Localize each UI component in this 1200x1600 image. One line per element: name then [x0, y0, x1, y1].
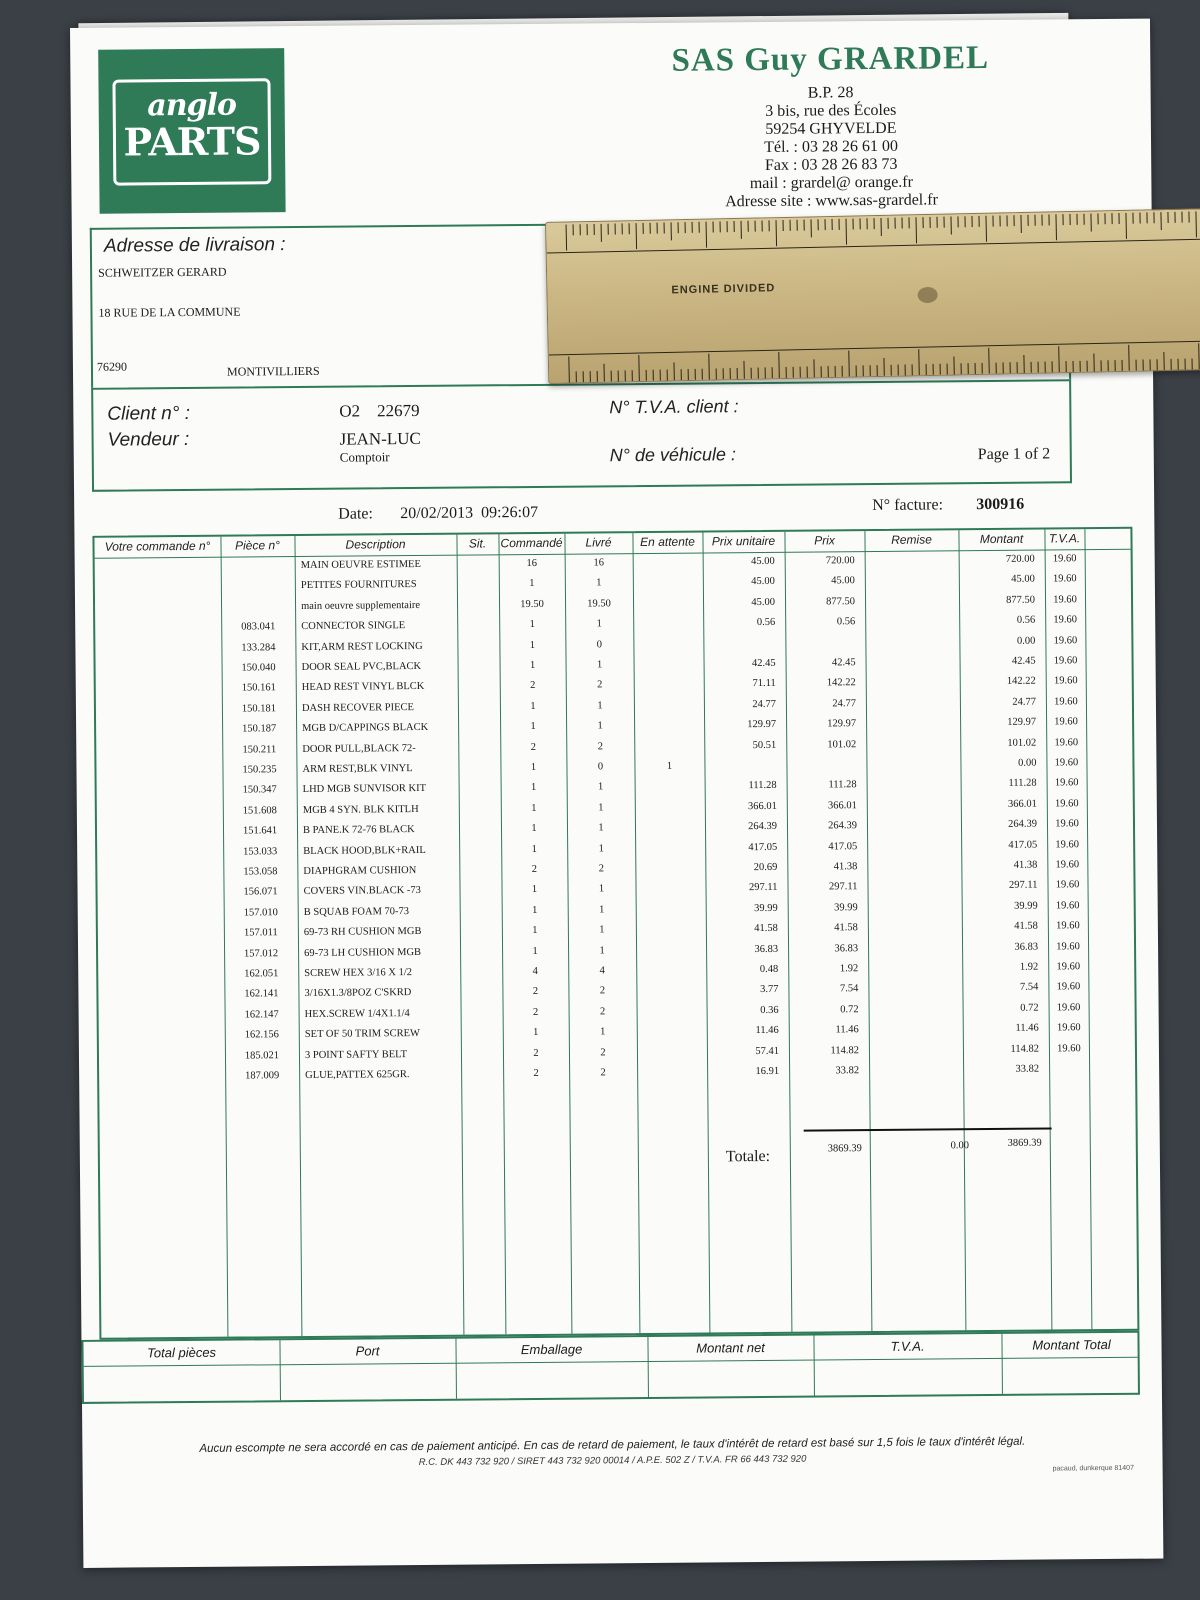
- cell-livre: 0: [597, 761, 604, 773]
- cell-piece: 162.141: [244, 988, 279, 1000]
- delivery-postcode: 76290: [96, 359, 128, 374]
- cell-piece: 150.181: [241, 703, 277, 715]
- cell-piece: 150.211: [242, 743, 277, 756]
- cell-commande: 1: [533, 1027, 539, 1039]
- cell-piece: 083.041: [241, 621, 276, 633]
- cell-tva: 19.60: [1053, 594, 1077, 606]
- cell-piece: 133.284: [241, 641, 276, 654]
- cell-description: DASH RECOVER PIECE: [301, 701, 415, 714]
- cell-description: 3/16X1.3/8POZ C'SKRD: [304, 987, 412, 1000]
- cell-tva: 19.60: [1056, 961, 1081, 973]
- cell-prix-unitaire: 39.99: [754, 902, 778, 914]
- cell-livre: 1: [600, 1026, 606, 1038]
- cell-montant: 33.82: [1015, 1063, 1040, 1075]
- legal-registration: R.C. DK 443 732 920 / SIRET 443 732 920 00014 / A.P.E. 502 Z / T.V.A. FR 66 443 732 920: [418, 1453, 807, 1469]
- cell-description: B SQUAB FOAM 70-73: [303, 905, 410, 918]
- company-bp: B.P. 28: [807, 84, 854, 102]
- cell-en-attente: [635, 822, 705, 823]
- cell-livre: 2: [598, 863, 605, 875]
- cell-piece: 150.161: [241, 682, 276, 694]
- cell-commande: 16: [526, 557, 537, 570]
- cell-prix-unitaire: 0.36: [760, 1004, 779, 1016]
- cell-prix-unitaire: 16.91: [755, 1065, 780, 1078]
- cell-en-attente: [637, 1005, 707, 1006]
- logo-frame: [112, 78, 271, 185]
- cell-prix: 297.11: [828, 881, 858, 893]
- cell-prix-unitaire: 264.39: [748, 821, 778, 833]
- cell-description: 69-73 LH CUSHION MGB: [304, 946, 422, 959]
- cell-montant: 0.00: [1018, 757, 1037, 769]
- cell-prix-unitaire: 111.28: [748, 780, 777, 792]
- delivery-city: MONTIVILLIERS: [226, 363, 320, 379]
- company-mail: mail : grardel@ orange.fr: [749, 173, 913, 193]
- company-fax: Fax : 03 28 26 83 73: [764, 155, 898, 174]
- cell-prix-unitaire: 11.46: [755, 1025, 779, 1037]
- cell-tva: 19.60: [1053, 634, 1078, 647]
- cell-livre: 1: [598, 822, 604, 834]
- cell-tva: 19.60: [1055, 818, 1079, 830]
- cell-description: MGB D/CAPPINGS BLACK: [302, 722, 429, 735]
- cell-livre: 4: [599, 965, 605, 977]
- cell-tva: 19.60: [1056, 940, 1080, 953]
- cell-commande: 1: [529, 578, 535, 590]
- cell-en-attente: [635, 801, 705, 802]
- company-name: SAS Guy GRARDEL: [671, 39, 990, 79]
- cell-en-attente: [636, 985, 706, 986]
- cell-montant: 42.45: [1011, 655, 1036, 667]
- cell-prix-unitaire: [704, 760, 786, 761]
- cell-prix-unitaire: 50.51: [752, 739, 777, 751]
- cell-piece: [221, 560, 295, 561]
- cell-livre: 1: [598, 842, 604, 855]
- totale-rule: [804, 1127, 1052, 1131]
- cell-tva: 19.60: [1053, 675, 1078, 687]
- cell-prix: 33.82: [835, 1065, 860, 1077]
- cell-commande: 19.50: [520, 598, 544, 610]
- cell-livre: 1: [598, 883, 605, 895]
- cell-piece: 151.608: [242, 805, 277, 817]
- cell-description: HEX.SCREW 1/4X1.1/4: [304, 1007, 410, 1020]
- cell-montant: 114.82: [1010, 1043, 1039, 1055]
- cell-description: B PANE.K 72-76 BLACK: [302, 824, 415, 837]
- company-header: [630, 40, 1031, 212]
- cell-livre: 1: [596, 577, 602, 589]
- cell-livre: 1: [599, 904, 605, 916]
- cell-piece: [221, 601, 295, 602]
- company-phone: Tél. : 03 28 26 61 00: [764, 137, 899, 156]
- cell-piece: 162.147: [244, 1009, 279, 1021]
- vendeur-label: Vendeur :: [107, 428, 190, 451]
- cell-livre: 2: [599, 1006, 606, 1018]
- cell-en-attente: [633, 618, 703, 619]
- cell-commande: 1: [529, 639, 536, 651]
- cell-commande: 2: [530, 680, 536, 692]
- cell-livre: 1: [596, 618, 602, 630]
- cell-commande: 2: [530, 741, 536, 753]
- cell-en-attente: [633, 638, 703, 639]
- th-tva: T.V.A.: [1048, 531, 1081, 546]
- logo-anglo-text: anglo: [147, 87, 237, 124]
- cell-montant: 24.77: [1012, 696, 1036, 708]
- cell-tva: 19.60: [1055, 838, 1080, 851]
- cell-en-attente: [634, 658, 704, 659]
- cell-description: 69-73 RH CUSHION MGB: [303, 926, 422, 939]
- cell-montant: 41.38: [1013, 859, 1038, 871]
- cell-prix: 41.38: [833, 861, 858, 873]
- cell-montant: 417.05: [1008, 839, 1038, 851]
- cell-description: BLACK HOOD,BLK+RAIL: [303, 844, 426, 857]
- cell-description: DOOR SEAL PVC,BLACK: [301, 660, 422, 674]
- delivery-name: SCHWEITZER GERARD: [98, 264, 227, 280]
- cell-prix-unitaire: 0.56: [756, 617, 776, 629]
- cell-prix-unitaire: 20.69: [753, 861, 778, 874]
- cell-tva: 19.60: [1057, 1042, 1081, 1055]
- cell-prix: [786, 759, 866, 760]
- cell-prix: 39.99: [834, 901, 858, 914]
- cell-piece: [221, 580, 295, 581]
- cell-tva: 19.60: [1053, 614, 1078, 626]
- cell-tva: 19.60: [1055, 900, 1080, 912]
- cell-prix-unitaire: 417.05: [748, 841, 778, 853]
- cell-prix-unitaire: 57.41: [755, 1045, 780, 1057]
- cell-prix: 877.50: [826, 595, 856, 608]
- totals-summary-box: [81, 1331, 1140, 1404]
- cell-en-attente: [635, 862, 705, 863]
- tva-client-label: N° T.V.A. client :: [609, 396, 739, 418]
- cell-piece: 157.011: [243, 927, 278, 939]
- cell-description: SET OF 50 TRIM SCREW: [304, 1028, 420, 1041]
- anglo-parts-logo: [98, 48, 285, 214]
- cell-piece: 153.058: [243, 866, 278, 878]
- cell-montant: 366.01: [1007, 798, 1037, 810]
- cell-tva: 19.60: [1054, 736, 1079, 749]
- cell-prix-unitaire: 297.11: [748, 882, 778, 894]
- cell-livre: 2: [597, 740, 603, 753]
- cell-en-attente: [635, 781, 705, 782]
- cell-description: COVERS VIN.BLACK -73: [303, 885, 421, 898]
- cell-commande: 1: [532, 925, 538, 937]
- cell-commande: 1: [531, 843, 537, 855]
- cell-prix: 24.77: [832, 697, 856, 710]
- cell-montant: 0.72: [1020, 1002, 1039, 1014]
- vendeur-sub: Comptoir: [339, 449, 390, 465]
- cell-tva: 19.60: [1052, 553, 1077, 565]
- client-info-box: [91, 379, 1072, 492]
- cell-prix: 142.22: [826, 677, 856, 689]
- cell-tva: 19.60: [1056, 981, 1081, 993]
- th-remise: Remise: [891, 532, 932, 547]
- cell-piece: 151.641: [242, 825, 278, 837]
- cell-tva: 19.60: [1054, 757, 1079, 769]
- cell-commande: 2: [532, 1006, 539, 1018]
- cell-piece: 157.010: [243, 907, 278, 919]
- cell-tva: 19.60: [1054, 798, 1079, 810]
- cell-montant: 7.54: [1019, 981, 1039, 994]
- cell-commande: 4: [532, 965, 538, 977]
- delivery-label: Adresse de livraison :: [103, 234, 286, 257]
- th-livre: Livré: [585, 535, 612, 550]
- th-total-pieces: Total pièces: [147, 1344, 217, 1361]
- client-number-label: Client n° :: [107, 402, 191, 425]
- cell-en-attente: [635, 842, 705, 843]
- cell-montant: 11.46: [1015, 1022, 1039, 1034]
- cell-prix: 36.83: [834, 942, 859, 954]
- cell-prix-unitaire: 45.00: [751, 555, 775, 568]
- cell-prix: 0.72: [840, 1003, 859, 1016]
- cell-livre: 1: [599, 924, 605, 936]
- cell-prix-unitaire: 24.77: [752, 698, 776, 710]
- cell-prix-unitaire: 45.00: [751, 596, 776, 608]
- cell-en-attente: [637, 1046, 707, 1047]
- cell-montant: 1.92: [1019, 961, 1039, 973]
- cell-piece: 162.051: [244, 968, 279, 980]
- cell-prix-unitaire: 41.58: [754, 923, 778, 935]
- printer-credit: pacaud, dunkerque 81407: [1052, 1464, 1134, 1473]
- cell-montant: 297.11: [1008, 879, 1038, 892]
- cell-montant: 36.83: [1014, 941, 1039, 953]
- cell-description: HEAD REST VINYL BLCK: [301, 681, 425, 694]
- totale-label: Totale:: [725, 1147, 771, 1166]
- company-street: 3 bis, rue des Écoles: [765, 101, 897, 120]
- cell-en-attente: [636, 924, 706, 925]
- cell-commande: 1: [530, 761, 537, 774]
- cell-montant: 41.58: [1014, 920, 1038, 932]
- th-tva-total: T.V.A.: [890, 1338, 925, 1354]
- cell-piece: 150.347: [242, 784, 277, 796]
- cell-piece: 162.156: [244, 1029, 279, 1041]
- cell-prix-unitaire: 0.48: [759, 963, 779, 976]
- cell-prix: 264.39: [828, 820, 858, 832]
- th-votre-commande: Votre commande n°: [104, 538, 211, 554]
- cell-prix: 7.54: [839, 983, 859, 995]
- company-city: 59254 GHYVELDE: [765, 119, 897, 138]
- cell-livre: 1: [599, 944, 605, 957]
- date-label: Date:: [338, 505, 373, 523]
- cell-en-attente: 1: [666, 760, 673, 772]
- cell-en-attente: [633, 597, 703, 598]
- cell-montant: 45.00: [1011, 573, 1035, 586]
- cell-en-attente: [637, 1066, 707, 1067]
- totale-prix: 3869.39: [827, 1143, 862, 1155]
- vendeur-value: JEAN-LUC: [339, 428, 421, 449]
- cell-prix-unitaire: [703, 637, 785, 638]
- ruler-label: ENGINE DIVIDED: [671, 282, 776, 297]
- cell-prix: 101.02: [827, 738, 857, 751]
- cell-prix: 129.97: [827, 718, 857, 730]
- cell-en-attente: [634, 679, 704, 680]
- cell-tva: 19.60: [1055, 879, 1080, 891]
- cell-livre: 1: [597, 781, 604, 793]
- cell-piece: 153.033: [243, 845, 278, 858]
- cell-piece: 157.012: [243, 947, 279, 960]
- cell-montant: 0.00: [1016, 635, 1036, 647]
- cell-description: MGB 4 SYN. BLK KITLH: [302, 803, 419, 816]
- cell-piece: 150.187: [242, 723, 277, 735]
- cell-montant: 0.56: [1016, 614, 1036, 626]
- cell-commande: 1: [531, 802, 537, 814]
- cell-livre: 1: [598, 802, 604, 814]
- cell-description: KIT,ARM REST LOCKING: [301, 640, 423, 653]
- cell-livre: 1: [597, 700, 603, 712]
- cell-prix-unitaire: 42.45: [751, 657, 776, 670]
- cell-description: GLUE,PATTEX 625GR.: [305, 1069, 410, 1081]
- cell-description: MAIN OEUVRE ESTIMEE: [300, 558, 421, 572]
- cell-commande: 2: [533, 1067, 539, 1079]
- cell-piece: 187.009: [245, 1070, 280, 1082]
- cell-prix: 45.00: [831, 575, 855, 587]
- cell-piece: 156.071: [243, 886, 278, 898]
- wooden-ruler: [545, 208, 1200, 384]
- cell-en-attente: [636, 964, 706, 965]
- cell-montant: 877.50: [1006, 594, 1036, 606]
- th-montant: Montant: [979, 531, 1024, 547]
- cell-prix-unitaire: 71.11: [752, 678, 776, 690]
- th-sit: Sit.: [468, 536, 487, 551]
- cell-prix: 417.05: [828, 840, 858, 853]
- cell-en-attente: [636, 903, 706, 904]
- cell-prix: 111.28: [828, 779, 857, 791]
- cell-livre: 1: [597, 720, 603, 732]
- logo-parts-text: PARTS: [123, 118, 261, 165]
- th-montant-net: Montant net: [696, 1339, 765, 1356]
- cell-tva: 19.60: [1054, 696, 1078, 708]
- cell-commande: 2: [533, 1047, 539, 1059]
- cell-tva: 19.60: [1054, 716, 1078, 728]
- cell-piece: 150.235: [242, 764, 277, 776]
- cell-livre: 2: [597, 679, 603, 691]
- cell-tva: 19.60: [1056, 1002, 1081, 1014]
- cell-prix-unitaire: 36.83: [754, 943, 779, 955]
- cell-prix: 0.56: [836, 616, 856, 628]
- cell-commande: 2: [531, 863, 538, 876]
- th-port: Port: [355, 1343, 380, 1359]
- cell-prix-unitaire: 3.77: [759, 984, 779, 996]
- cell-en-attente: [635, 883, 705, 884]
- delivery-street: 18 RUE DE LA COMMUNE: [98, 304, 241, 320]
- cell-piece: 150.040: [241, 662, 276, 674]
- th-prix-unitaire: Prix unitaire: [711, 533, 776, 549]
- cell-prix-unitaire: 129.97: [747, 719, 777, 731]
- cell-prix: 11.46: [835, 1024, 859, 1036]
- cell-en-attente: [637, 1026, 707, 1027]
- cell-montant: 39.99: [1014, 900, 1038, 912]
- cell-prix: 720.00: [825, 555, 855, 567]
- cell-livre: 2: [600, 1046, 606, 1059]
- facture-number: 300916: [976, 495, 1025, 514]
- cell-tva: 19.60: [1053, 655, 1078, 667]
- cell-tva: 19.60: [1054, 777, 1079, 789]
- company-website: Adresse site : www.sas-grardel.fr: [725, 191, 938, 211]
- cell-description: CONNECTOR SINGLE: [301, 620, 406, 633]
- th-prix: Prix: [814, 533, 835, 548]
- cell-livre: 0: [596, 638, 603, 651]
- cell-montant: 129.97: [1007, 716, 1037, 729]
- cell-commande: 1: [530, 782, 537, 794]
- cell-description: ARM REST,BLK VINYL: [302, 763, 413, 775]
- cell-en-attente: [634, 740, 704, 741]
- cell-livre: 19.50: [587, 598, 611, 610]
- cell-commande: 1: [529, 659, 536, 672]
- th-commande: Commandé: [500, 535, 563, 551]
- cell-prix-unitaire: 366.01: [747, 800, 777, 812]
- cell-montant: 142.22: [1006, 675, 1036, 688]
- cell-tva: 19.60: [1056, 1022, 1081, 1034]
- cell-en-attente: [633, 577, 703, 578]
- page-number: Page 1 of 2: [977, 445, 1051, 464]
- cell-livre: 2: [599, 985, 606, 997]
- cell-commande: 1: [532, 904, 538, 916]
- cell-prix: 41.58: [834, 922, 858, 934]
- cell-description: main oeuvre supplementaire: [301, 599, 421, 612]
- ruler-tick-marks: [546, 209, 1200, 384]
- cell-prix: 366.01: [827, 799, 857, 812]
- cell-livre: 2: [600, 1067, 606, 1079]
- cell-description: SCREW HEX 3/16 X 1/2: [304, 967, 413, 979]
- cell-livre: 1: [596, 659, 603, 671]
- client-number-value: O2 22679: [339, 400, 420, 421]
- cell-commande: 1: [532, 945, 538, 957]
- cell-commande: 1: [531, 884, 538, 896]
- cell-tva: 19.60: [1056, 920, 1080, 932]
- th-piece: Pièce n°: [235, 538, 280, 553]
- cell-description: DIAPHGRAM CUSHION: [303, 865, 417, 877]
- cell-en-attente: [636, 944, 706, 945]
- cell-description: PETITES FOURNITURES: [300, 579, 417, 592]
- cell-commande: 1: [529, 619, 535, 631]
- cell-en-attente: [633, 556, 703, 557]
- facture-label: N° facture:: [872, 496, 944, 515]
- cell-montant: 101.02: [1007, 737, 1037, 749]
- cell-commande: 1: [530, 700, 536, 712]
- cell-montant: 720.00: [1005, 553, 1035, 565]
- th-emballage: Emballage: [520, 1341, 583, 1358]
- cell-commande: 2: [532, 986, 539, 998]
- cell-en-attente: [634, 720, 704, 721]
- totale-remise: 0.00: [950, 1140, 970, 1152]
- cell-tva: 19.60: [1055, 859, 1080, 871]
- vehicule-label: N° de véhicule :: [609, 444, 737, 466]
- invoice-lines-table: [92, 527, 1139, 1340]
- cell-tva: 19.60: [1052, 573, 1077, 585]
- cell-montant: 264.39: [1008, 818, 1038, 831]
- cell-montant: 111.28: [1008, 777, 1037, 790]
- date-value: 20/02/2013 09:26:07: [400, 503, 539, 523]
- payment-terms: Aucun escompte ne sera accordé en cas de paiement anticipé. En cas de retard de paiement, le taux d'intérêt de retard est basé sur 1,5 fois le taux d'intérêt légal.: [199, 1435, 1026, 1455]
- cell-commande: 1: [531, 823, 537, 835]
- cell-commande: 1: [530, 721, 536, 733]
- cell-description: 3 POINT SAFTY BELT: [304, 1048, 408, 1061]
- cell-en-attente: [634, 699, 704, 700]
- cell-prix: [785, 637, 865, 638]
- cell-prix: 42.45: [831, 657, 856, 669]
- cell-livre: 16: [593, 557, 604, 569]
- th-montant-total: Montant Total: [1032, 1336, 1111, 1353]
- th-description: Description: [345, 537, 406, 552]
- totale-montant: 3869.39: [1007, 1137, 1042, 1149]
- cell-description: LHD MGB SUNVISOR KIT: [302, 783, 427, 796]
- cell-prix-unitaire: 45.00: [751, 576, 775, 588]
- cell-prix: 1.92: [839, 963, 859, 975]
- cell-description: DOOR PULL,BLACK 72-: [302, 742, 416, 755]
- th-en-attente: En attente: [640, 534, 695, 550]
- cell-piece: 185.021: [244, 1049, 280, 1062]
- cell-prix: 114.82: [830, 1044, 859, 1056]
